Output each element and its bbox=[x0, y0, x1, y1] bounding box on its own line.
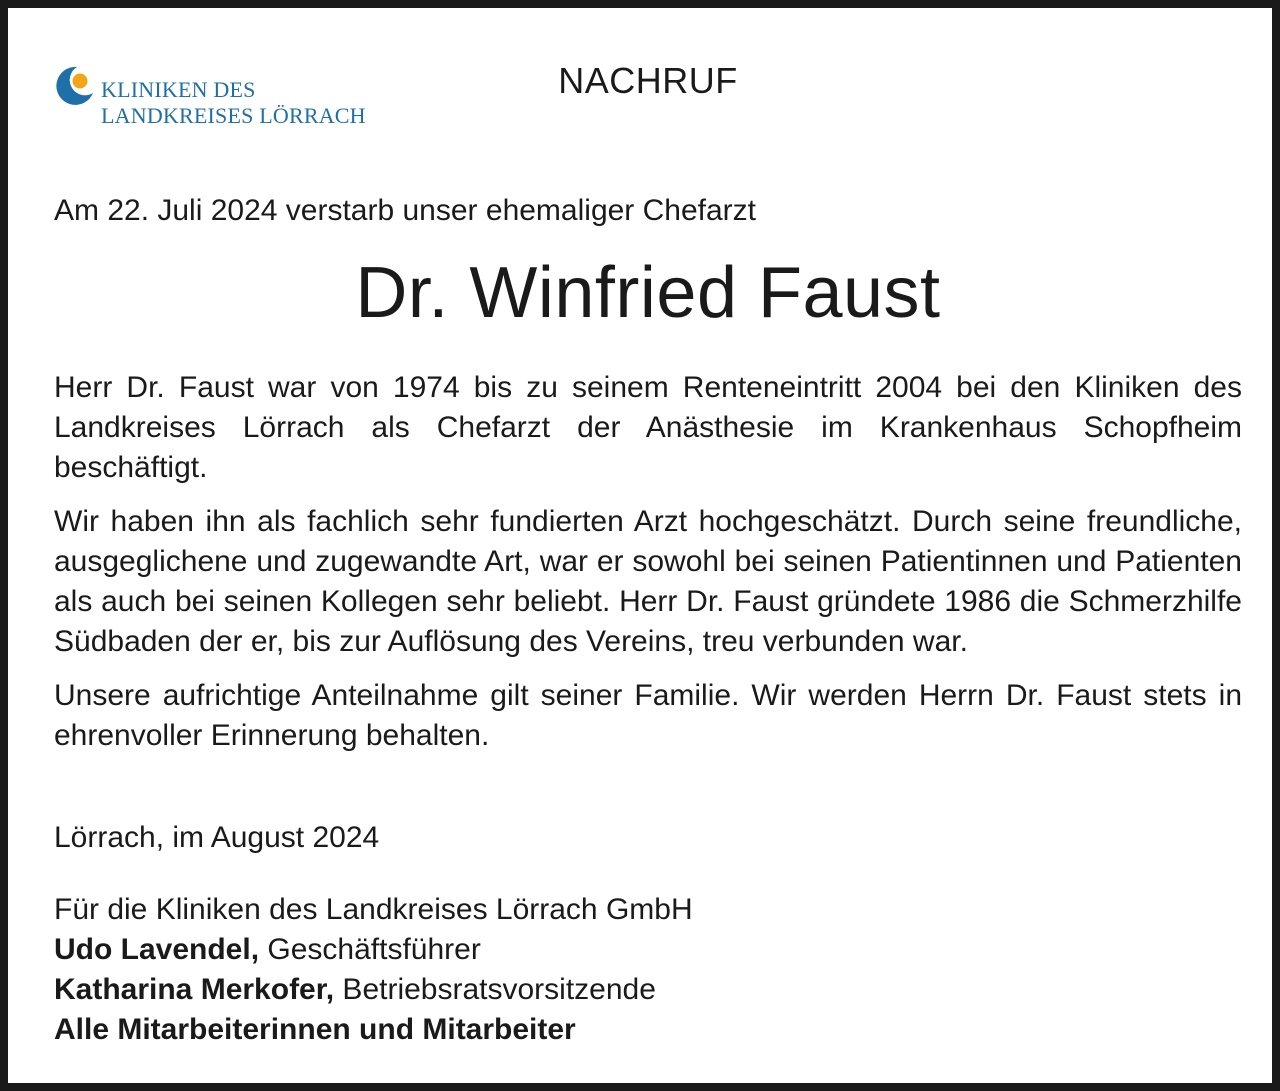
logo-line-2: LANDKREISES LÖRRACH bbox=[101, 103, 366, 128]
signer-staff: Alle Mitarbeiterinnen und Mitarbeiter bbox=[54, 1013, 576, 1046]
place-date: Lörrach, im August 2024 bbox=[54, 821, 380, 854]
paragraph-career: Herr Dr. Faust war von 1974 bis zu seinem Renteneintritt 2004 bei den Kliniken des Landkreises Lörrach als Chefarzt der Anästhesie im Krankenhaus Schopfheim beschäftigt. bbox=[54, 371, 1242, 484]
paragraph-condolence: Unsere aufrichtige Anteilnahme gilt seiner Familie. Wir werden Herrn Dr. Faust stets in ehrenvoller Erinnerung behalten. bbox=[54, 679, 1242, 752]
signer-role: Geschäftsführer bbox=[259, 933, 481, 966]
deceased-name: Dr. Winfried Faust bbox=[355, 253, 941, 333]
signer-name: Katharina Merkofer, bbox=[54, 973, 335, 1006]
signer-row bbox=[54, 930, 693, 970]
obituary-heading: NACHRUF bbox=[558, 60, 738, 101]
obituary-body bbox=[54, 368, 1242, 770]
signer-name: Udo Lavendel, bbox=[54, 933, 260, 966]
signer-row bbox=[54, 970, 693, 1010]
paragraph-appreciation: Wir haben ihn als fachlich sehr fundierten Arzt hochgeschätzt. Durch seine freundliche, ausgeglichene und zugewandte Art, war er sowohl bei seinen Patientinnen und Patienten als auch bei seinen Kollegen sehr beliebt. Herr Dr. Faust gründete 1986 die Schmerzhilfe Südbaden der er, bis zur Auflösung des Vereins, treu verbunden war. bbox=[54, 505, 1242, 658]
signer-role: Betriebsratsvorsitzende bbox=[334, 973, 656, 1006]
signers-block bbox=[54, 890, 693, 1050]
intro-text: Am 22. Juli 2024 verstarb unser ehemaliger Chefarzt bbox=[54, 194, 757, 227]
signer-organization: Für die Kliniken des Landkreises Lörrach GmbH bbox=[54, 893, 693, 926]
logo-line-1: KLINIKEN DES bbox=[101, 77, 256, 102]
